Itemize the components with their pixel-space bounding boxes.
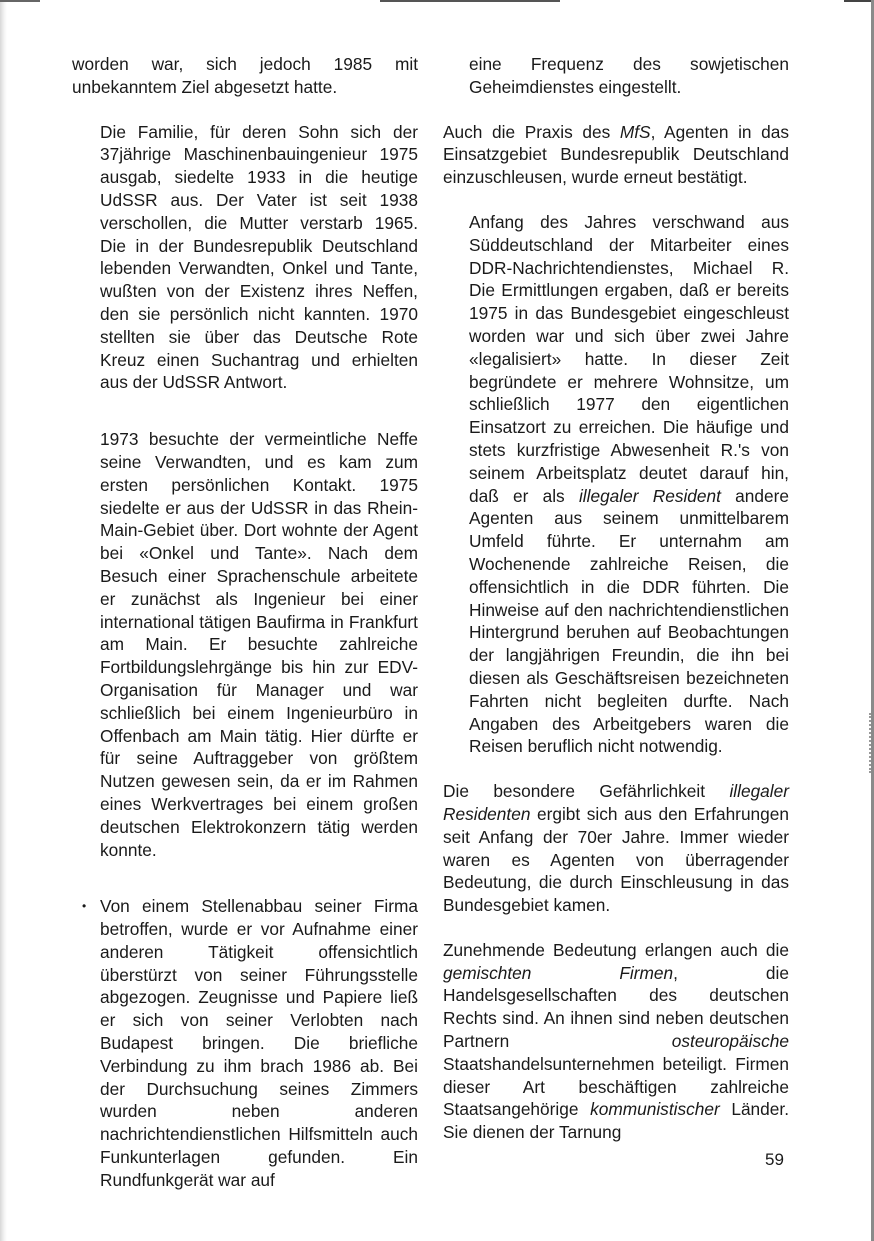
scan-corner-mark-right [844, 0, 874, 2]
right-paragraph-5 [443, 939, 789, 1144]
scan-corner-mark [0, 0, 40, 8]
emphasis-osteuropaeische: osteuropäische [671, 1031, 789, 1052]
left-paragraph-2: Die Familie, für deren Sohn sich der 37jährige Maschinenbauingenieur 1975 ausgab, siedelte 1933 in die heutige UdSSR aus. Der Vater ist seit 1938 verschollen, die Mutter verstarb 1965. Die in der Bundesrepublik Deutschland lebenden Verwandten, Onkel und Tante, wußten von der Existenz ihres Neffen, den sie persönlich nicht kannten. 1970 stellten sie über das Deutsche Rote Kreuz einen Suchantrag und erhielten aus der UdSSR Antwort. [100, 121, 418, 393]
text-run: ergibt sich aus den Erfahrungen seit Anfang der 70er Jahre. Immer wieder waren es Agenten von überragender Bedeutung, die durch Einschleusung in das Bundesgebiet kamen. [443, 803, 789, 916]
emphasis-kommunistischer: kommunistischer [590, 1099, 720, 1120]
text-run: Anfang des Jahres verschwand aus Süddeutschland der Mitarbeiter eines DDR-Nachrichtendienstes, Michael R. Die Ermittlungen ergaben, daß er bereits 1975 in das Bundesgebiet eingeschleust worden war und sich über zwei Jahre «legalisiert» hatte. In dieser Zeit begründete er mehrere Wohnsitze, um schließlich 1977 den eigentlichen Einsatzort zu erreichen. Die häufige und stets kurzfristige Abwesenheit R.'s von seinem Arbeitsplatz deutet darauf hin, daß er als [469, 211, 789, 506]
right-paragraph-3 [469, 211, 789, 758]
text-run: , die Handelsgesellschaften des deutschen Rechts sind. An ihnen sind neben deutschen Partnern [443, 962, 789, 1052]
bullet-marker: • [82, 899, 87, 914]
scan-top-rule [380, 0, 560, 2]
emphasis-mfs: MfS [619, 121, 651, 142]
scan-edge-left [0, 0, 7, 1241]
text-run: Staatshandelsunternehmen beteiligt. Firmen dieser Art beschäftigen zahlreiche Staatsangehörige [443, 1053, 789, 1120]
text-run: Länder. Sie dienen der Tarnung [443, 1099, 789, 1143]
page-number: 59 [765, 1150, 784, 1169]
right-paragraph-1: eine Frequenz des sowjetischen Geheimdienstes eingestellt. [469, 54, 789, 97]
right-paragraph-4 [443, 780, 789, 917]
emphasis-gemischten-firmen: gemischten Firmen [443, 962, 674, 983]
emphasis-illegaler-resident: illegaler Resident [578, 485, 721, 506]
margin-mark [866, 713, 871, 773]
text-run: Zunehmende Bedeutung erlangen auch die [443, 939, 789, 960]
right-paragraph-2 [443, 121, 789, 189]
right-column [443, 53, 789, 1144]
bullet-item [82, 895, 418, 1191]
left-paragraph-3: 1973 besuchte der vermeintliche Neffe seine Verwandten, und es kam zum ersten persönlichen Kontakt. 1975 siedelte er aus der UdSSR in das Rhein-Main-Gebiet über. Dort wohnte der Agent bei «Onkel und Tante». Nach dem Besuch einer Sprachenschule arbeitete er zunächst als Ingenieur bei einer international tätigen Baufirma in Frankfurt am Main. Er besuchte zahlreiche Fortbildungslehrgänge bis hin zur EDV-Organisation für Manager und war schließlich bei einem Ingenieurbüro in Offenbach am Main tätig. Hier dürfte er für seine Auftraggeber von größtem Nutzen gewesen sein, da er im Rahmen eines Werkvertrages bei einem großen deutschen Elektrokonzern tätig werden konnte. [100, 429, 418, 860]
text-run: Die besondere Gefährlichkeit [443, 781, 730, 802]
left-paragraph-1: worden war, sich jedoch 1985 mit unbekanntem Ziel abgesetzt hatte. [72, 54, 418, 97]
text-run: Auch die Praxis des [443, 121, 620, 142]
left-column [72, 53, 418, 1192]
left-paragraph-4: Von einem Stellenabbau seiner Firma betroffen, wurde er vor Aufnahme einer anderen Tätigkeit offensichtlich überstürzt von seiner Führungsstelle abgezogen. Zeugnisse und Papiere ließ er sich von seiner Verlobten nach Budapest bringen. Die briefliche Verbindung zu ihm brach 1986 ab. Bei der Durchsuchung seines Zimmers wurden neben anderen nachrichtendienstlichen Hilfsmitteln auch Funkunterlagen gefunden. Ein Rundfunkgerät war auf [100, 896, 418, 1190]
emphasis-illegaler-residenten: illegaler Residenten [443, 781, 789, 824]
text-run: andere Agenten aus seinem unmittelbarem Umfeld führte. Er unternahm am Wochenende zahlreiche Reisen, die offensichtlich in die DDR führten. Die Hinweise auf den nachrichtendienstlichen Hintergrund beruhen auf Beobachtungen der langjährigen Freundin, die ihn bei diesen als Geschäftsreisen bezeichneten Fahrten nicht begleiten durfte. Nach Angaben des Arbeitgebers waren die Reisen beruflich nicht notwendig. [469, 485, 789, 757]
text-run: , Agenten in das Einsatzgebiet Bundesrepublik Deutschland einzuschleusen, wurde erneut bestätigt. [443, 121, 790, 188]
